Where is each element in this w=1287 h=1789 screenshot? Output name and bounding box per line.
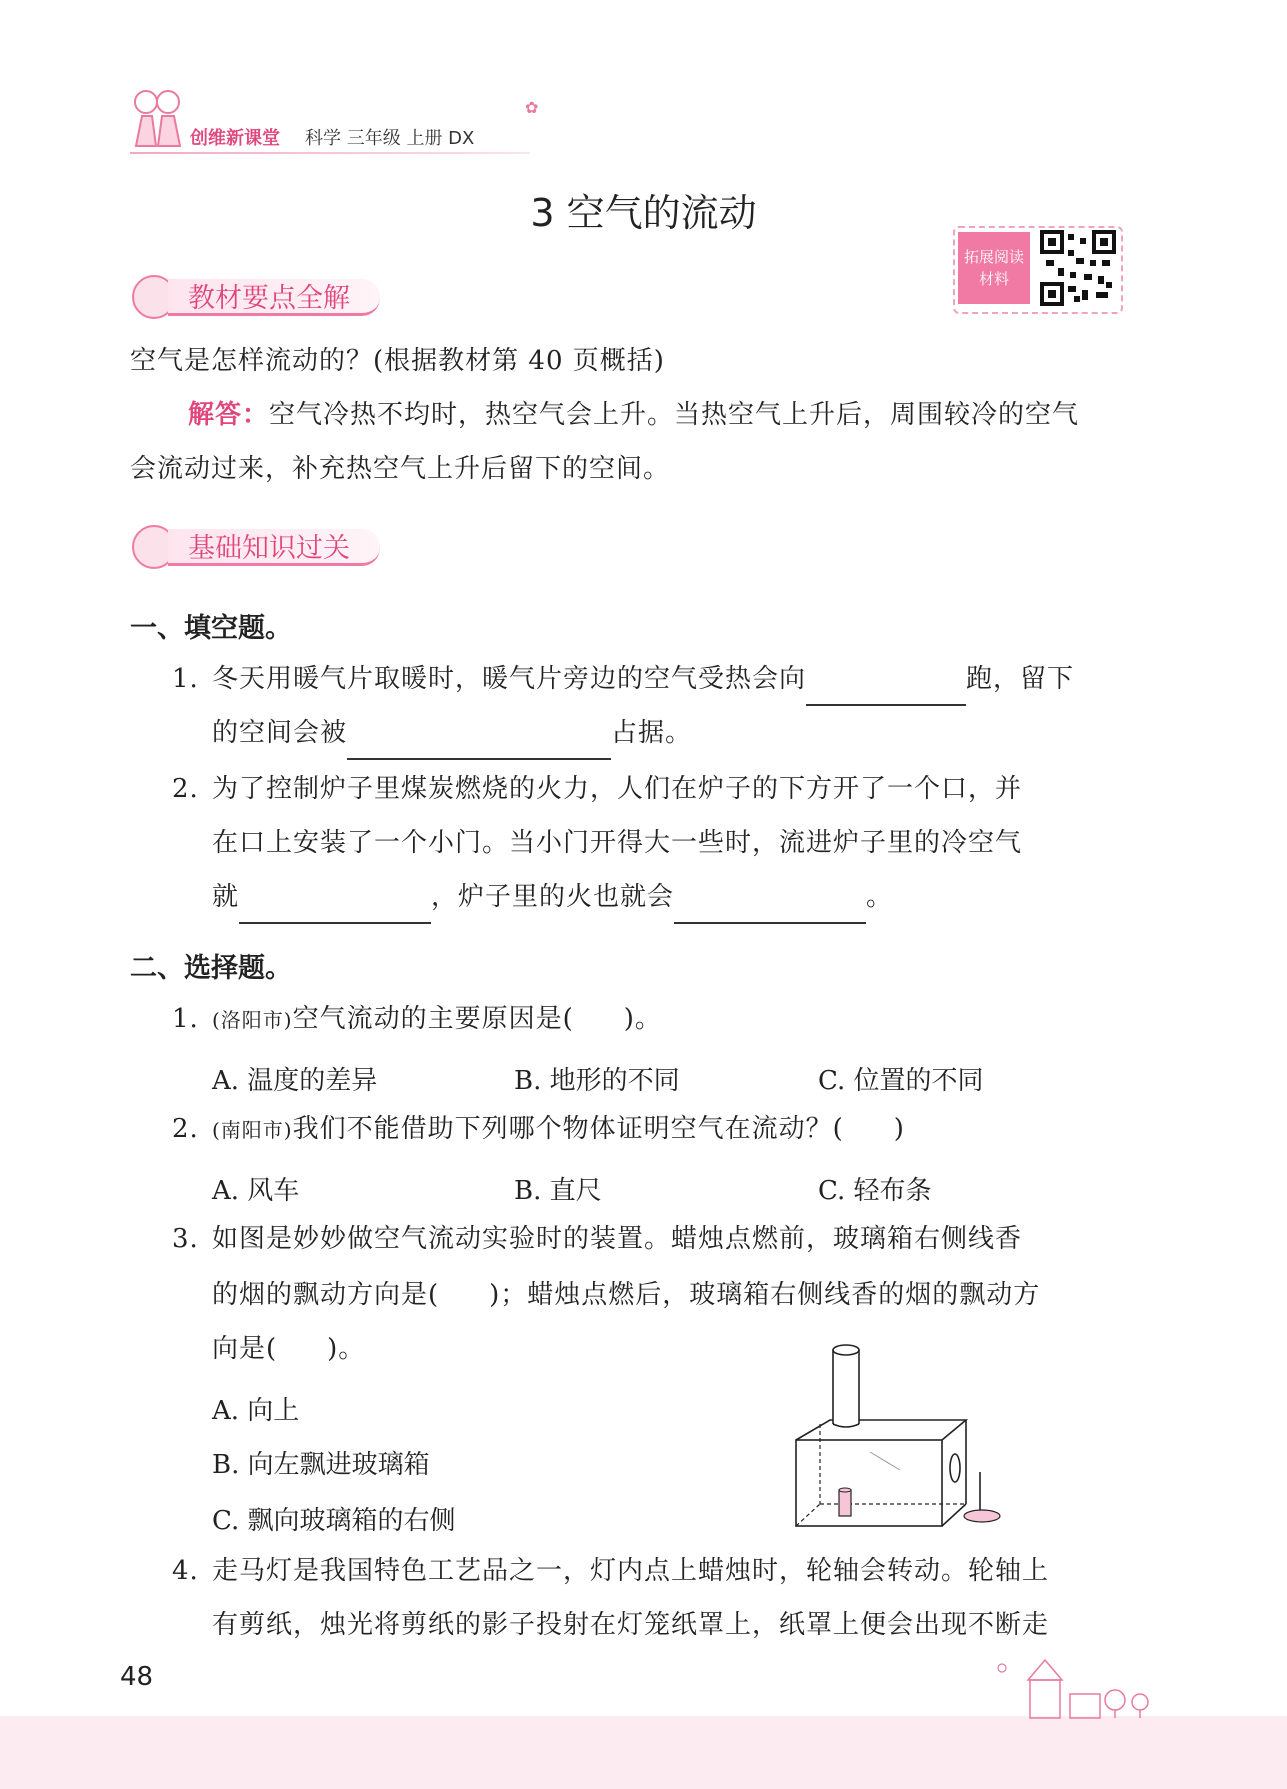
brand-name: 创维新课堂 — [190, 128, 280, 149]
answer-blank[interactable] — [806, 674, 966, 706]
q-num: 3. — [172, 1224, 199, 1254]
qr-label-line1: 拓展阅读 — [963, 248, 1024, 266]
header-illustration-icon — [128, 86, 186, 150]
q-text: 走马灯是我国特色工艺品之一，灯内点上蜡烛时，轮轴会转动。轮轴上 — [212, 1556, 1050, 1586]
q-text: 。 — [866, 882, 894, 912]
q-text: 的烟的飘动方向是( — [212, 1280, 440, 1310]
q-text: 就 — [212, 882, 240, 912]
q-text: )。 — [623, 1004, 662, 1034]
q-source-tag: (洛阳市) — [212, 1008, 293, 1032]
flower-icon: ✿ — [525, 98, 539, 117]
answer-blank[interactable] — [239, 892, 431, 924]
mc-q3-line2 — [212, 1268, 1040, 1322]
castle-illustration-icon — [990, 1650, 1160, 1720]
part2-heading: 二、选择题。 — [130, 953, 292, 984]
mc-q3-line1 — [172, 1212, 1022, 1266]
q-text: 冬天用暖气片取暖时，暖气片旁边的空气受热会向 — [212, 664, 807, 694]
section-header-basics — [132, 524, 380, 570]
q-num: 2. — [172, 1114, 199, 1144]
q-source-tag: (南阳市) — [212, 1118, 293, 1142]
q-text: 跑，留下 — [966, 664, 1075, 694]
q-text: 为了控制炉子里煤炭燃烧的火力，人们在炉子的下方开了一个口，并 — [212, 774, 1023, 804]
answer-blank[interactable] — [347, 728, 611, 760]
qr-code-icon[interactable] — [1040, 230, 1116, 306]
experiment-figure — [790, 1340, 1010, 1530]
mc-q1-option-b[interactable]: B. 地形的不同 — [514, 1066, 680, 1096]
mc-q3-option-b[interactable]: B. 向左飘进玻璃箱 — [212, 1450, 430, 1480]
q-text: 我们不能借助下列哪个物体证明空气在流动？( — [292, 1114, 844, 1144]
mc-q3-option-c[interactable]: C. 飘向玻璃箱的右侧 — [212, 1506, 456, 1536]
mc-q2 — [172, 1102, 905, 1157]
qr-label — [958, 232, 1030, 304]
mc-q1 — [172, 992, 662, 1047]
answer-text-1: 空气冷热不均时，热空气会上升。当热空气上升后，周围较冷的空气 — [269, 400, 1080, 430]
section-title: 基础知识过关 — [168, 529, 380, 566]
part1-heading: 一、填空题。 — [130, 613, 292, 644]
page-number: 48 — [120, 1662, 154, 1692]
mc-q3-line3 — [212, 1322, 365, 1376]
subject-info: 科学 三年级 上册 DX — [305, 128, 475, 149]
mc-q1-option-a[interactable]: A. 温度的差异 — [212, 1066, 378, 1096]
answer-label: 解答： — [188, 400, 270, 430]
q2-line2: 在口上安装了一个小门。当小门开得大一些时，流进炉子里的冷空气 — [212, 828, 1023, 858]
q-text: 向是( — [212, 1334, 278, 1364]
lesson-title: 3 空气的流动 — [530, 191, 757, 235]
mc-q2-option-b[interactable]: B. 直尺 — [514, 1176, 602, 1206]
q-num: 2. — [172, 774, 199, 804]
q2-line3 — [212, 870, 893, 924]
mc-q4-line2: 有剪纸，烛光将剪纸的影子投射在灯笼纸罩上，纸罩上便会出现不断走 — [212, 1610, 1050, 1640]
q-num: 1. — [172, 664, 199, 694]
mc-q2-option-c[interactable]: C. 轻布条 — [818, 1176, 932, 1206]
key-answer-line1 — [188, 388, 1079, 442]
section-title: 教材要点全解 — [168, 279, 380, 316]
mc-q2-option-a[interactable]: A. 风车 — [212, 1176, 300, 1206]
q1-line2 — [212, 706, 692, 760]
q-text: 空气流动的主要原因是( — [292, 1004, 574, 1034]
mc-q4-line1 — [172, 1544, 1049, 1598]
q-text: 的空间会被 — [212, 718, 348, 748]
q-text: 占据。 — [611, 718, 693, 748]
q2-line1 — [172, 762, 1022, 816]
q-text: 如图是妙妙做空气流动实验时的装置。蜡烛点燃前，玻璃箱右侧线香 — [212, 1224, 1023, 1254]
q-text: ，炉子里的火也就会 — [431, 882, 675, 912]
key-question: 空气是怎样流动的？(根据教材第 40 页概括) — [130, 346, 665, 376]
q1-line1 — [172, 652, 1074, 706]
q-text: )；蜡烛点燃后，玻璃箱右侧线香的烟的飘动方 — [489, 1280, 1041, 1310]
qr-label-line2: 材料 — [978, 270, 1009, 288]
key-answer-line2: 会流动过来，补充热空气上升后留下的空间。 — [130, 454, 671, 484]
answer-blank[interactable] — [674, 892, 866, 924]
section-header-key-points — [132, 274, 380, 320]
q-text: )。 — [327, 1334, 366, 1364]
header-divider — [130, 152, 530, 154]
q-num: 1. — [172, 1004, 199, 1034]
mc-q3-option-a[interactable]: A. 向上 — [212, 1396, 300, 1426]
q-num: 4. — [172, 1556, 199, 1586]
footer-band — [0, 1716, 1287, 1789]
mc-q1-option-c[interactable]: C. 位置的不同 — [818, 1066, 984, 1096]
q-text: ) — [893, 1114, 905, 1144]
